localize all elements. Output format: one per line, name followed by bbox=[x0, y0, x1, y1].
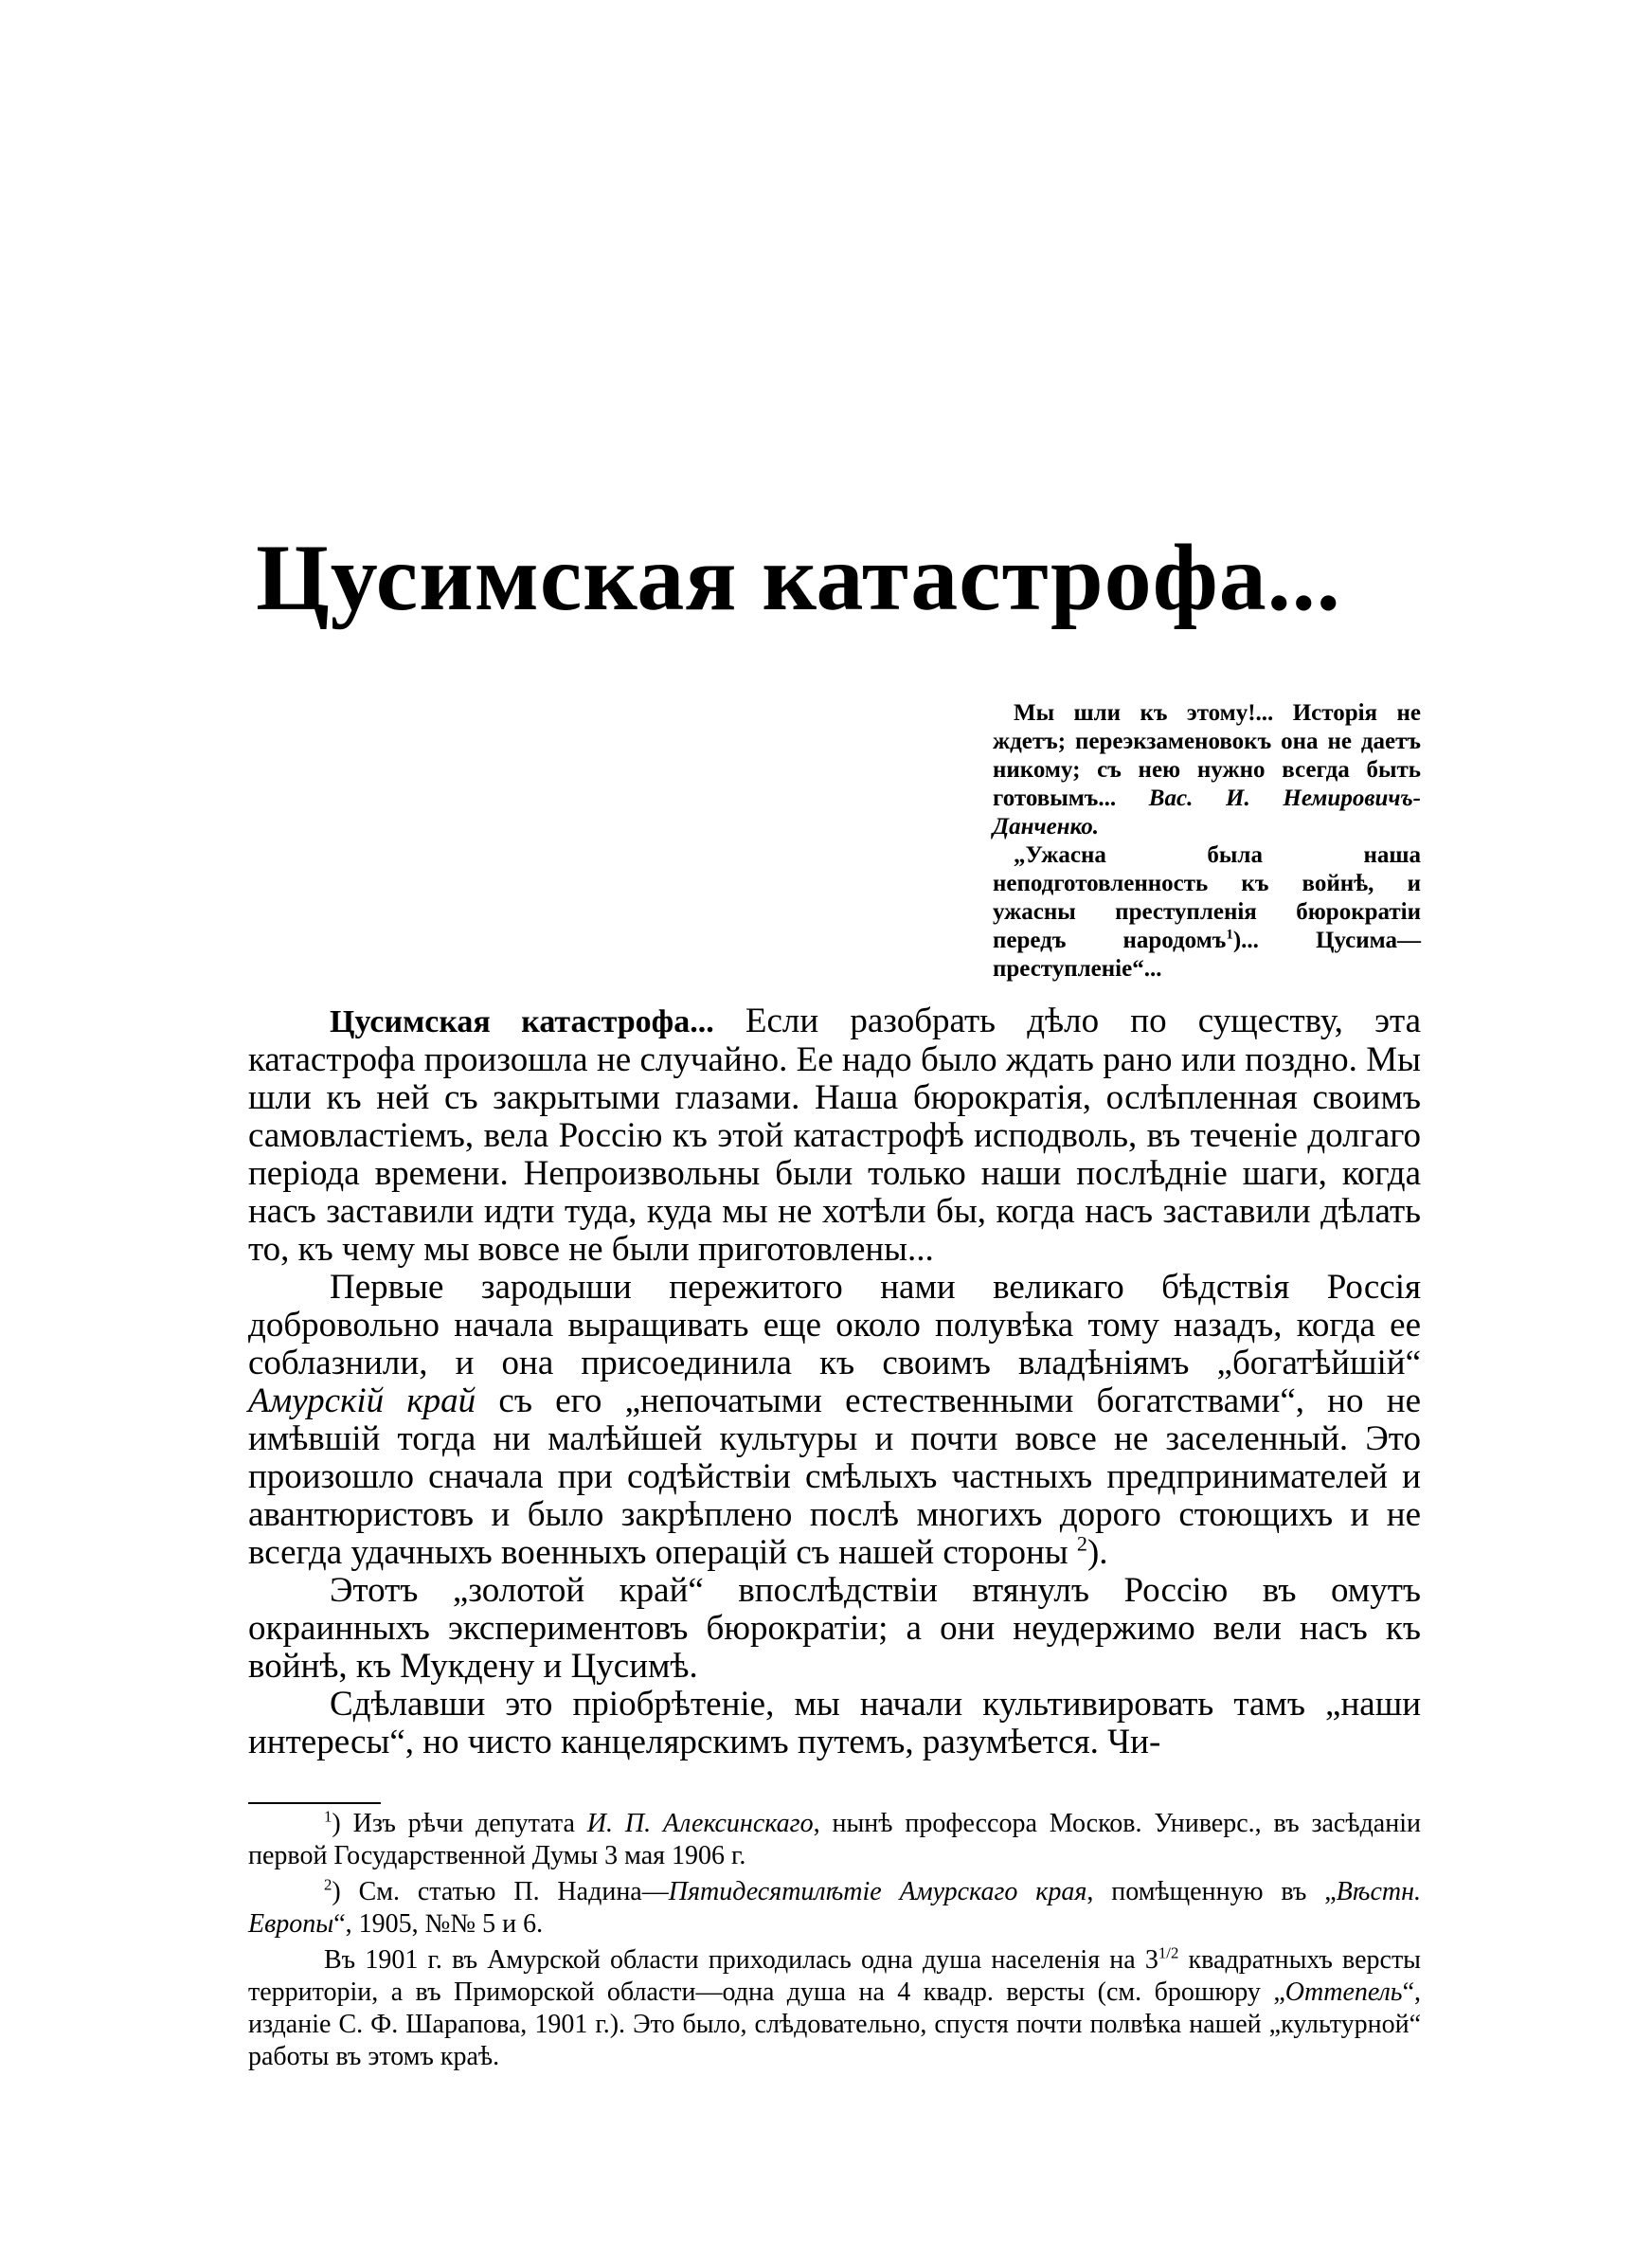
footnote-1: $^1$) Изъ рѣчи депутата И. П. Алексинскаго, нынѣ профессора Москов. Универс., въ засѣданіи первой Государственной Думы 3 мая 1906 г. bbox=[248, 1807, 1421, 1870]
italic-term: Амурскій край bbox=[248, 1381, 476, 1420]
footnote-divider bbox=[248, 1802, 381, 1804]
epigraph-quote-2: „Ужасна была наша неподготовленность къ войнѣ, и ужасны преступленія бюрократіи передъ народомъ$^1$)... Цусима—преступленіе“... bbox=[993, 842, 1421, 982]
paragraph-4: Сдѣлавши это пріобрѣтеніе, мы начали культивировать тамъ „наши интересы“, но чисто канцелярскимъ путемъ, разумѣется. Чи- bbox=[248, 1685, 1421, 1761]
footnote-ref[interactable]: 1 bbox=[1226, 927, 1233, 943]
footnote-2-continued: Въ 1901 г. въ Амурской области приходилась одна душа населенія на $3^{1/2}$ квадратныхъ версты территоріи, а въ Приморской области—одна душа на 4 квадр. версты (см. брошюру „Оттепель“, изданіе С. Ф. Шарапова, 1901 г.). Это было, слѣдовательно, спустя почти полвѣка нашей „культурной“ работы въ этомъ краѣ. bbox=[248, 1943, 1421, 2071]
epigraph-quote-1: Мы шли къ этому!... Исторія не ждетъ; переэкзаменовокъ она не даетъ никому; съ нею нужно всегда быть готовымъ... Вас. И. Немировичъ-Данченко. bbox=[993, 700, 1422, 840]
paragraph-3: Этотъ „золотой край“ впослѣдствіи втянулъ Россію въ омутъ окраинныхъ экспериментовъ бюрократіи; а они неудержимо вели насъ къ войнѣ, къ Мукдену и Цусимѣ. bbox=[248, 1571, 1421, 1686]
paragraph-1: Цусимская катастрофа... Если разобрать дѣло по существу, эта катастрофа произошла не случайно. Ее надо было ждать рано или поздно. Мы шли къ ней съ закрытыми глазами. Наша бюрократія, ослѣпленная своимъ самовластіемъ, вела Россію къ этой катастрофѣ исподволь, въ теченіе долгаго періода времени. Непроизвольны были только наши послѣдніе шаги, когда насъ заставили идти туда, куда мы не хотѣли бы, когда насъ заставили дѣлать то, къ чему мы вовсе не были приготовлены... bbox=[248, 1002, 1421, 1269]
epigraph-author: Вас. И. Немировичъ-Данченко. bbox=[993, 785, 1422, 840]
epigraph bbox=[993, 699, 1421, 984]
page-title: Цусимская катастрофа... bbox=[256, 525, 1341, 630]
paragraph-2: Первые зародыши пережитого нами великаго бѣдствія Россія добровольно начала выращивать еще около полувѣка тому назадъ, когда ее соблазнили, и она присоединила къ своимъ владѣніямъ „богатѣйшій“ Амурскій край съ его „непочатыми естественными богатствами“, но не имѣвшій тогда ни малѣйшей культуры и почти вовсе не заселенный. Это произошло сначала при содѣйствіи смѣлыхъ частныхъ предпринимателей и авантюристовъ и было закрѣплено послѣ многихъ дорого стоющихъ и не всегда удачныхъ военныхъ операцій съ нашей стороны $^2$). bbox=[248, 1268, 1421, 1572]
footnotes bbox=[248, 1808, 1421, 2077]
lead-phrase: Цусимская катастрофа... bbox=[330, 1004, 714, 1039]
footnote-2: $^2$) См. статью П. Надина—Пятидесятилѣтіе Амурскаго края, помѣщенную въ „Вѣстн. Европы“, 1905, №№ 5 и 6. bbox=[248, 1875, 1421, 1939]
main-text bbox=[248, 1002, 1421, 1761]
footnote-ref[interactable]: 2 bbox=[1076, 1531, 1087, 1556]
